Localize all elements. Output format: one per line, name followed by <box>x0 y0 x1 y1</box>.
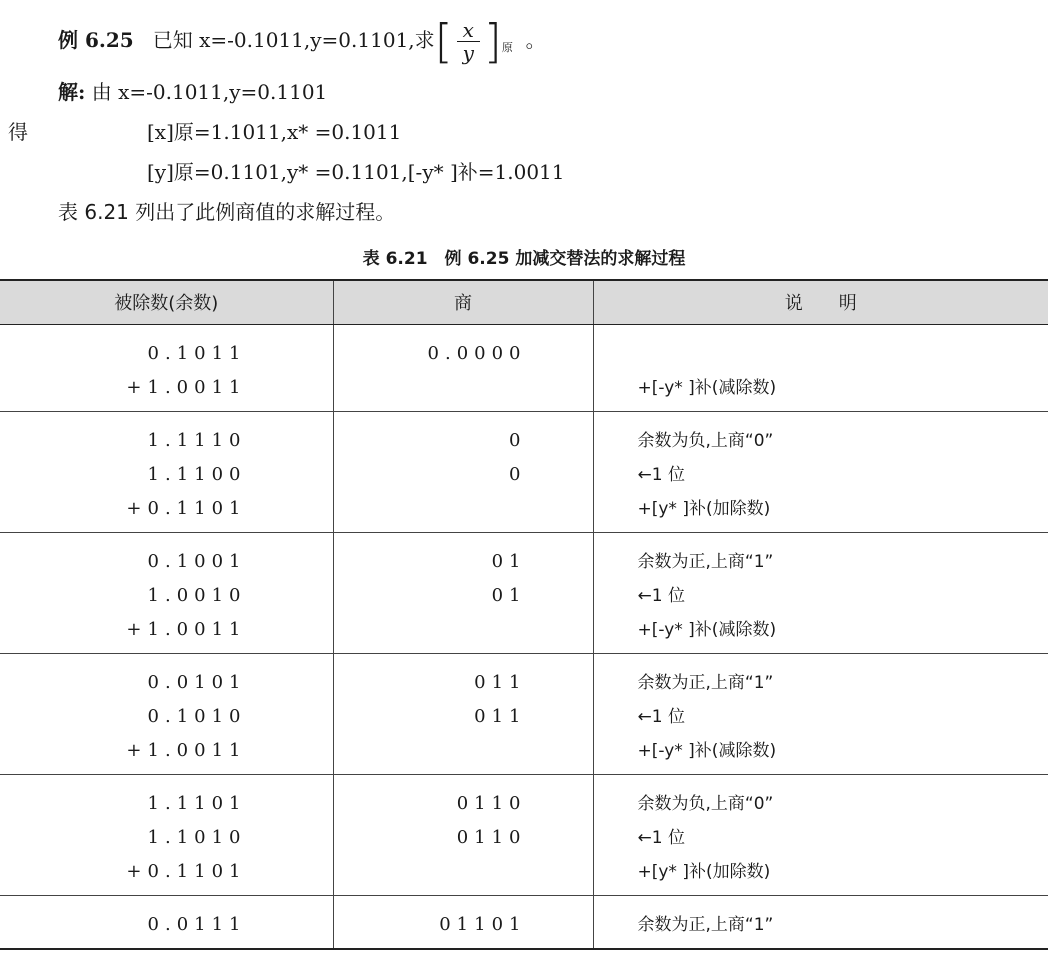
quotient-cell <box>333 774 593 895</box>
dividend-cell <box>0 774 333 895</box>
dividend-cell <box>0 895 333 949</box>
explanation-line: +[y* ]补(加除数) <box>637 498 771 519</box>
table-row <box>0 532 1048 653</box>
quotient-cell <box>333 895 593 949</box>
explanation-line: +[y* ]补(加除数) <box>637 861 771 882</box>
quotient-cell <box>333 532 593 653</box>
quotient-line: 01 <box>491 584 527 606</box>
explanation-cell <box>593 895 1048 949</box>
dividend-line: 1.1010 <box>147 826 247 848</box>
dividend-line: 1.1100 <box>147 463 247 485</box>
solution-de: 得 <box>8 120 28 144</box>
quotient-line: 01101 <box>439 913 527 935</box>
dividend-cell <box>0 532 333 653</box>
explanation-line <box>594 337 1048 371</box>
dividend-line: +0.1101 <box>126 497 247 519</box>
table-row <box>0 653 1048 774</box>
quotient-cell <box>333 324 593 411</box>
example-fraction <box>457 19 480 64</box>
explanation-line: +[-y* ]补(减除数) <box>637 619 777 640</box>
quotient-line: 0 <box>509 429 527 451</box>
explanation-line: ←1 位 <box>637 464 685 485</box>
table-header-row <box>0 280 1048 324</box>
division-process-table <box>0 279 1048 950</box>
table-row <box>0 895 1048 949</box>
quotient-line: 0.0000 <box>427 342 527 364</box>
example-statement: 例 6.25 已知 x=-0.1011,y=0.1101,求[ $\frac{x}{y}$ ]$_原$ 。 <box>58 14 546 69</box>
explanation-line: 余数为负,上商“0” <box>637 430 774 451</box>
solution-line-3: [y]原=0.1101,y* =0.1101,[-y* ]补=1.0011 <box>147 160 565 184</box>
example-label: 例 6.25 <box>58 28 134 52</box>
dividend-line: 0.1010 <box>147 705 247 727</box>
solution-given: 由 x=-0.1011,y=0.1101 <box>91 80 328 104</box>
quotient-line <box>334 613 593 647</box>
header-quotient: 商 <box>333 280 593 324</box>
solution-line-1 <box>58 76 327 105</box>
table-caption: 表 6.21 例 6.25 加减交替法的求解过程 <box>362 249 686 269</box>
dividend-line: 1.1101 <box>147 792 247 814</box>
explanation-line: +[-y* ]补(减除数) <box>637 740 777 761</box>
fraction-denominator: y <box>462 41 474 65</box>
fraction-numerator: x <box>457 19 480 42</box>
explanation-cell <box>593 532 1048 653</box>
quotient-line: 0110 <box>456 792 527 814</box>
explanation-line: 余数为正,上商“1” <box>637 672 774 693</box>
table-row <box>0 324 1048 411</box>
table-row <box>0 411 1048 532</box>
dividend-line: 0.1001 <box>147 550 247 572</box>
table-row <box>0 774 1048 895</box>
quotient-line <box>334 492 593 526</box>
dividend-line: 1.1110 <box>147 429 247 451</box>
quotient-line: 011 <box>474 705 527 727</box>
quotient-line <box>334 371 593 405</box>
explanation-line: 余数为负,上商“0” <box>637 793 774 814</box>
solution-line-4: 表 6.21 列出了此例商值的求解过程。 <box>58 200 396 224</box>
quotient-line: 0 <box>509 463 527 485</box>
dividend-cell <box>0 653 333 774</box>
dividend-line: 0.1011 <box>147 342 247 364</box>
quotient-line: 0110 <box>456 826 527 848</box>
header-dividend: 被除数(余数) <box>0 280 333 324</box>
quotient-cell <box>333 653 593 774</box>
dividend-cell <box>0 411 333 532</box>
quotient-cell <box>333 411 593 532</box>
solution-label: 解: <box>58 80 86 104</box>
explanation-cell <box>593 653 1048 774</box>
explanation-cell <box>593 411 1048 532</box>
dividend-line: +1.0011 <box>126 376 247 398</box>
explanation-line: +[-y* ]补(减除数) <box>637 377 777 398</box>
dividend-line: 0.0111 <box>147 913 247 935</box>
dividend-cell <box>0 324 333 411</box>
explanation-line: 余数为正,上商“1” <box>637 914 774 935</box>
explanation-cell <box>593 324 1048 411</box>
quotient-line: 01 <box>491 550 527 572</box>
explanation-line: 余数为正,上商“1” <box>637 551 774 572</box>
explanation-line: ←1 位 <box>637 585 685 606</box>
quotient-line: 011 <box>474 671 527 693</box>
example-end: 。 <box>525 28 546 52</box>
header-explanation: 说 明 <box>593 280 1048 324</box>
dividend-line: +1.0011 <box>126 739 247 761</box>
fraction-subscript: 原 <box>501 41 513 54</box>
solution-line-2: [x]原=1.1011,x* =0.1011 <box>147 120 402 144</box>
quotient-line <box>334 734 593 768</box>
explanation-cell <box>593 774 1048 895</box>
table-body <box>0 324 1048 949</box>
explanation-line: ←1 位 <box>637 827 685 848</box>
dividend-line: +0.1101 <box>126 860 247 882</box>
explanation-line: ←1 位 <box>637 706 685 727</box>
dividend-line: +1.0011 <box>126 618 247 640</box>
dividend-line: 1.0010 <box>147 584 247 606</box>
quotient-line <box>334 855 593 889</box>
example-text: 已知 x=-0.1011,y=0.1101,求 <box>152 28 435 52</box>
dividend-line: 0.0101 <box>147 671 247 693</box>
